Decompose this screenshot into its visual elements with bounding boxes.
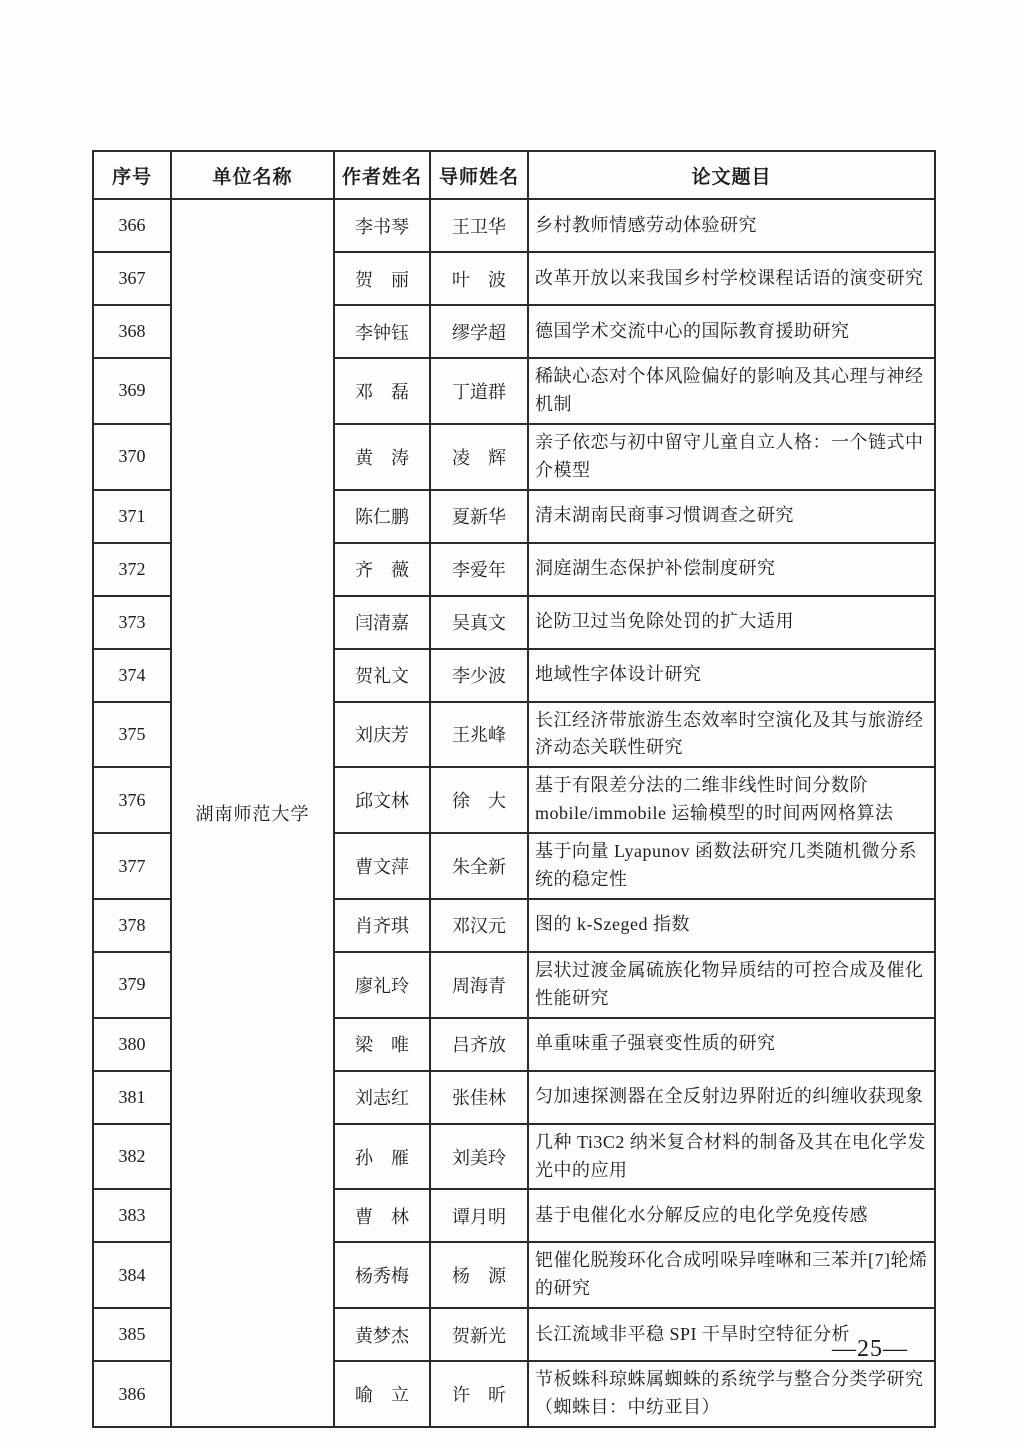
advisor-name-cell: 叶 波 (430, 252, 528, 305)
serial-number-cell: 368 (93, 305, 171, 358)
author-name-cell: 贺礼文 (334, 649, 430, 702)
page-number: —25— (832, 1336, 908, 1362)
advisor-name-cell: 王卫华 (430, 199, 528, 252)
serial-number-cell: 379 (93, 952, 171, 1018)
author-name-cell: 陈仁鹏 (334, 490, 430, 543)
header-row (93, 151, 935, 199)
advisor-name-cell: 李少波 (430, 649, 528, 702)
advisor-name-cell: 朱全新 (430, 833, 528, 899)
serial-number-cell: 366 (93, 199, 171, 252)
thesis-title-cell: 洞庭湖生态保护补偿制度研究 (528, 543, 935, 596)
advisor-name-cell: 丁道群 (430, 358, 528, 424)
serial-number-cell: 384 (93, 1242, 171, 1308)
author-name-cell: 喻 立 (334, 1361, 430, 1427)
advisor-name-cell: 王兆峰 (430, 702, 528, 768)
thesis-title-cell: 节板蛛科琼蛛属蜘蛛的系统学与整合分类学研究（蜘蛛目：中纺亚目） (528, 1361, 935, 1427)
author-name-cell: 刘志红 (334, 1071, 430, 1124)
author-name-cell: 曹文萍 (334, 833, 430, 899)
serial-number-cell: 367 (93, 252, 171, 305)
author-name-cell: 贺 丽 (334, 252, 430, 305)
serial-number-cell: 382 (93, 1124, 171, 1190)
author-name-cell: 曹 林 (334, 1189, 430, 1242)
advisor-name-cell: 凌 辉 (430, 424, 528, 490)
author-name-cell: 黄梦杰 (334, 1308, 430, 1361)
author-name-cell: 李书琴 (334, 199, 430, 252)
col-header-institution: 单位名称 (171, 151, 334, 199)
col-header-serial: 序号 (93, 151, 171, 199)
thesis-title-cell: 论防卫过当免除处罚的扩大适用 (528, 596, 935, 649)
advisor-name-cell: 谭月明 (430, 1189, 528, 1242)
thesis-title-cell: 亲子依恋与初中留守儿童自立人格：一个链式中介模型 (528, 424, 935, 490)
col-header-title: 论文题目 (528, 151, 935, 199)
thesis-title-cell: 基于向量 Lyapunov 函数法研究几类随机微分系统的稳定性 (528, 833, 935, 899)
author-name-cell: 李钟钰 (334, 305, 430, 358)
advisor-name-cell: 贺新光 (430, 1308, 528, 1361)
thesis-title-cell: 长江经济带旅游生态效率时空演化及其与旅游经济动态关联性研究 (528, 702, 935, 768)
advisor-name-cell: 李爱年 (430, 543, 528, 596)
serial-number-cell: 374 (93, 649, 171, 702)
advisor-name-cell: 徐 大 (430, 767, 528, 833)
author-name-cell: 邓 磊 (334, 358, 430, 424)
thesis-title-cell: 清末湖南民商事习惯调查之研究 (528, 490, 935, 543)
advisor-name-cell: 许 昕 (430, 1361, 528, 1427)
author-name-cell: 闫清嘉 (334, 596, 430, 649)
serial-number-cell: 378 (93, 899, 171, 952)
serial-number-cell: 386 (93, 1361, 171, 1427)
thesis-table (92, 150, 936, 1428)
col-header-author: 作者姓名 (334, 151, 430, 199)
thesis-title-cell: 德国学术交流中心的国际教育援助研究 (528, 305, 935, 358)
advisor-name-cell: 刘美玲 (430, 1124, 528, 1190)
table-body (93, 199, 935, 1427)
author-name-cell: 梁 唯 (334, 1018, 430, 1071)
author-name-cell: 齐 薇 (334, 543, 430, 596)
thesis-title-cell: 基于有限差分法的二维非线性时间分数阶 mobile/immobile 运输模型的时间两网格算法 (528, 767, 935, 833)
institution-cell: 湖南师范大学 (171, 199, 334, 1427)
thesis-title-cell: 乡村教师情感劳动体验研究 (528, 199, 935, 252)
author-name-cell: 邱文林 (334, 767, 430, 833)
thesis-title-cell: 单重味重子强衰变性质的研究 (528, 1018, 935, 1071)
serial-number-cell: 369 (93, 358, 171, 424)
serial-number-cell: 381 (93, 1071, 171, 1124)
thesis-title-cell: 层状过渡金属硫族化物异质结的可控合成及催化性能研究 (528, 952, 935, 1018)
serial-number-cell: 376 (93, 767, 171, 833)
thesis-title-cell: 图的 k-Szeged 指数 (528, 899, 935, 952)
advisor-name-cell: 夏新华 (430, 490, 528, 543)
serial-number-cell: 372 (93, 543, 171, 596)
serial-number-cell: 373 (93, 596, 171, 649)
thesis-title-cell: 改革开放以来我国乡村学校课程话语的演变研究 (528, 252, 935, 305)
thesis-title-cell: 钯催化脱羧环化合成吲哚异喹啉和三苯并[7]轮烯的研究 (528, 1242, 935, 1308)
thesis-title-cell: 匀加速探测器在全反射边界附近的纠缠收获现象 (528, 1071, 935, 1124)
advisor-name-cell: 张佳林 (430, 1071, 528, 1124)
advisor-name-cell: 缪学超 (430, 305, 528, 358)
serial-number-cell: 385 (93, 1308, 171, 1361)
author-name-cell: 黄 涛 (334, 424, 430, 490)
serial-number-cell: 370 (93, 424, 171, 490)
serial-number-cell: 375 (93, 702, 171, 768)
serial-number-cell: 371 (93, 490, 171, 543)
author-name-cell: 廖礼玲 (334, 952, 430, 1018)
author-name-cell: 刘庆芳 (334, 702, 430, 768)
thesis-title-cell: 稀缺心态对个体风险偏好的影响及其心理与神经机制 (528, 358, 935, 424)
serial-number-cell: 380 (93, 1018, 171, 1071)
thesis-title-cell: 几种 Ti3C2 纳米复合材料的制备及其在电化学发光中的应用 (528, 1124, 935, 1190)
serial-number-cell: 383 (93, 1189, 171, 1242)
table-row (93, 199, 935, 252)
author-name-cell: 孙 雁 (334, 1124, 430, 1190)
author-name-cell: 杨秀梅 (334, 1242, 430, 1308)
table-header (93, 151, 935, 199)
advisor-name-cell: 杨 源 (430, 1242, 528, 1308)
thesis-title-cell: 基于电催化水分解反应的电化学免疫传感 (528, 1189, 935, 1242)
thesis-title-cell: 地域性字体设计研究 (528, 649, 935, 702)
advisor-name-cell: 周海青 (430, 952, 528, 1018)
advisor-name-cell: 邓汉元 (430, 899, 528, 952)
author-name-cell: 肖齐琪 (334, 899, 430, 952)
col-header-advisor: 导师姓名 (430, 151, 528, 199)
advisor-name-cell: 吴真文 (430, 596, 528, 649)
advisor-name-cell: 吕齐放 (430, 1018, 528, 1071)
serial-number-cell: 377 (93, 833, 171, 899)
thesis-title-cell: 长江流域非平稳 SPI 干旱时空特征分析 (528, 1308, 935, 1361)
